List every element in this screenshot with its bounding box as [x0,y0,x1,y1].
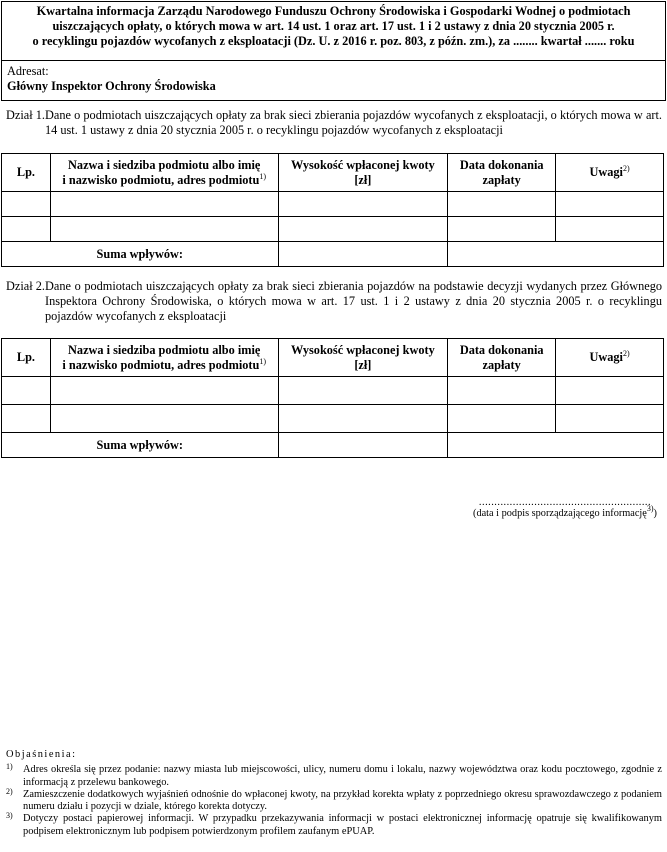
section-1-table [1,153,664,267]
footnote-number: 2) [6,786,13,796]
col-name-line-1: Nazwa i siedziba podmiotu albo imię [68,342,261,357]
signature-caption-end: ) [653,508,657,519]
table-cell[interactable] [2,217,51,242]
sum-empty-cell [448,433,664,458]
footnote-ref: 1) [259,356,266,366]
col-notes [556,339,664,377]
col-date-line-1: Data dokonania [459,157,544,172]
table-cell[interactable] [2,377,51,405]
sum-row [2,242,664,267]
col-lp: Lp. [2,339,51,377]
header-frame [1,1,666,101]
addressee-label: Adresat: [7,64,49,78]
sum-empty-cell [448,242,664,267]
signature-line[interactable]: ........................................................ [478,497,652,508]
footnote-ref: 2) [622,164,630,173]
footnotes [6,749,662,838]
table-row [2,192,664,217]
footnote-text: Zamieszczenie dodatkowych wyjaśnień odnośnie do wpłaconej kwoty, na przykład korekta wpłaty z poprzedniego okresu sprawozdawczego z podaniem numeru działu i pozycji w dziale, którego korekta dotyczy. [23,788,662,813]
footnote-item [6,786,662,814]
section-2-number: Dział 2. [6,279,45,293]
addressee-name: Główny Inspektor Ochrony Środowiska [7,79,216,93]
table-cell[interactable] [278,377,448,405]
col-name [50,339,278,377]
footnote-item [6,764,662,789]
col-name-line-1: Nazwa i siedziba podmiotu albo imię [68,157,261,172]
signature-block [467,498,663,519]
table-cell[interactable] [278,192,448,217]
col-amount-line-1: Wysokość wpłaconej kwoty [291,342,435,357]
table-cell[interactable] [278,217,448,242]
sum-label: Suma wpływów: [2,242,279,267]
table-cell[interactable] [50,377,278,405]
table-cell[interactable] [556,405,664,433]
sum-amount-cell[interactable] [278,242,448,267]
section-2-heading [6,279,662,324]
table-row [2,377,664,405]
col-notes [556,154,664,192]
footnote-item [6,813,662,838]
col-date [448,339,556,377]
col-amount-line-2: [zł] [354,172,372,187]
table-cell[interactable] [448,217,556,242]
footnote-text: Adres określa się przez podanie: nazwy miasta lub miejscowości, ulicy, numeru domu i lokalu, nazwy województwa oraz kodu pocztowego, zgodnie z informacją z przelewu bankowego. [23,764,662,788]
table-header-row [2,154,664,192]
table-cell[interactable] [556,217,664,242]
footnotes-title: Objaśnienia: [6,749,77,760]
table-cell[interactable] [556,192,664,217]
section-1-number: Dział 1. [6,108,45,122]
sum-amount-cell[interactable] [278,433,448,458]
table-row [2,405,664,433]
table-cell[interactable] [278,405,448,433]
sum-row [2,433,664,458]
table-cell[interactable] [2,405,51,433]
col-name-line-2: i nazwisko podmiotu, adres podmiotu [62,357,260,372]
footnote-text: Dotyczy postaci papierowej informacji. W przypadku przekazywania informacji w postaci elektronicznej informację opatruje się kwalifikowanym podpisem elektronicznym lub podpisem potwierdzonym profilem zaufanym ePUAP. [23,813,662,837]
title-line-1: Kwartalna informacja Zarządu Narodowego Funduszu Ochrony Środowiska i Gospodarki Wodnej o podmiotach [36,4,631,18]
signature-caption [467,504,663,519]
col-amount-line-1: Wysokość wpłaconej kwoty [291,157,435,172]
table-cell[interactable] [448,192,556,217]
footnote-ref: 2) [622,349,630,358]
title-line-3: o recyklingu pojazdów wycofanych z eksploatacji (Dz. U. z 2016 r. poz. 803, z późn. zm.), za ........ kwartał ....... roku [32,34,635,48]
col-name-line-2: i nazwisko podmiotu, adres podmiotu [62,172,260,187]
col-date-line-2: zapłaty [482,172,521,187]
table-cell[interactable] [2,192,51,217]
col-amount [278,154,448,192]
form-title [2,2,665,61]
col-date [448,154,556,192]
title-line-2: uiszczających opłaty, o których mowa w art. 14 ust. 1 oraz art. 17 ust. 1 i 2 ustawy z dnia 20 stycznia 2005 r. [52,19,615,33]
sum-label: Suma wpływów: [2,433,279,458]
table-cell[interactable] [448,377,556,405]
footnote-number: 3) [6,811,13,821]
table-cell[interactable] [50,217,278,242]
col-name [50,154,278,192]
table-cell[interactable] [50,192,278,217]
footnote-number: 1) [6,762,13,772]
signature-caption-text: (data i podpis sporządzającego informację [473,508,647,519]
table-row [2,217,664,242]
col-notes-label: Uwagi [589,165,623,179]
section-1-heading [6,108,662,138]
col-amount-line-2: [zł] [354,357,372,372]
table-cell[interactable] [50,405,278,433]
col-amount [278,339,448,377]
addressee-block [2,61,665,94]
table-header-row [2,339,664,377]
col-date-line-2: zapłaty [482,357,521,372]
section-2-table [1,338,664,458]
section-1-text: Dane o podmiotach uiszczających opłaty za brak sieci zbierania pojazdów wycofanych z eksploatacji, o których mowa w art. 14 ust. 1 ustawy z dnia 20 stycznia 2005 r. o recyklingu pojazdów wycofanych z eksploatacji [45,108,662,137]
col-lp: Lp. [2,154,51,192]
table-cell[interactable] [556,377,664,405]
footnote-ref: 3) [646,504,654,513]
section-2-text: Dane o podmiotach uiszczających opłaty za brak sieci zbierania pojazdów na podstawie decyzji wydanych przez Głównego Inspektora Ochrony Środowiska, o których mowa w art. 17 ust. 1 i 2 ustawy z dnia 20 stycznia 2005 r. o recyklingu pojazdów wycofanych z eksploatacji [45,279,662,323]
col-notes-label: Uwagi [589,350,623,364]
table-cell[interactable] [448,405,556,433]
col-date-line-1: Data dokonania [459,342,544,357]
footnote-ref: 1) [259,171,266,181]
